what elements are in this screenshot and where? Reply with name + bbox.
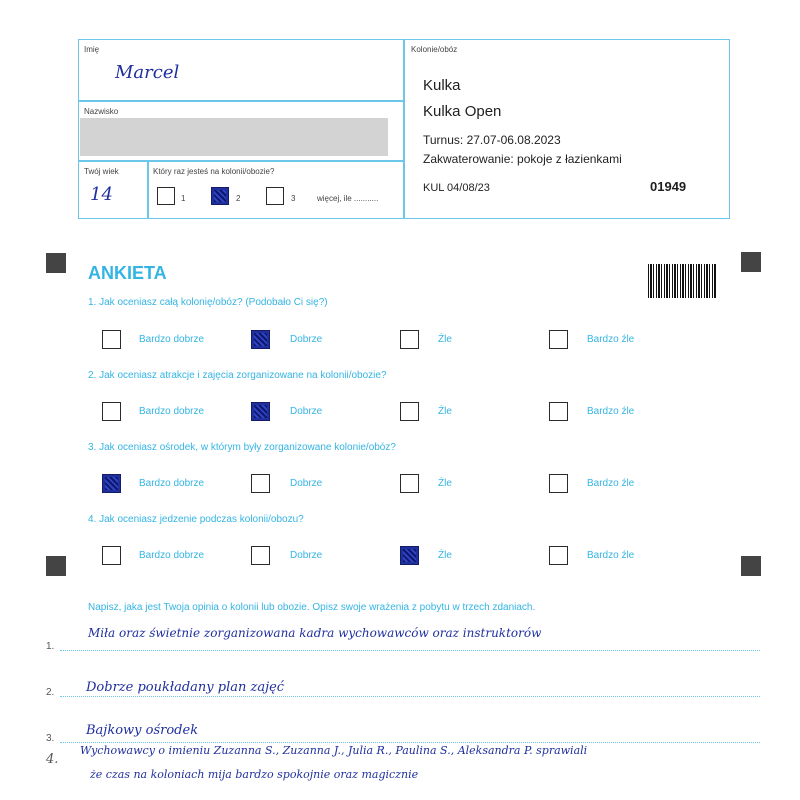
answer-4[interactable]: Wychowawcy o imieniu Zuzanna S., Zuzanna J., Julia R., Paulina S., Aleksandra P. sprawiali	[80, 744, 588, 757]
opinion-prompt: Napisz, jaka jest Twoja opinia o kolonii lub obozie. Opisz swoje wrażenia z pobytu w trzech zdaniach.	[88, 602, 536, 613]
q4-option-dobrze[interactable]	[251, 546, 270, 565]
q2-label-zle: Źle	[438, 406, 452, 417]
line-number-4: 4.	[46, 752, 59, 767]
answer-3[interactable]: Bajkowy ośrodek	[86, 723, 199, 738]
kolonie-label: Kolonie/obóz	[411, 45, 458, 54]
ktory-raz-option-2: 2	[236, 194, 241, 203]
ktory-raz-option-more: więcej, ile ...........	[317, 194, 379, 203]
writing-line	[60, 742, 760, 743]
q3-label-zle: Źle	[438, 478, 452, 489]
registration-marker	[46, 556, 66, 576]
question-3: 3. Jak oceniasz ośrodek, w którym były zorganizowane kolonie/obóz?	[88, 442, 396, 453]
imie-label: Imię	[84, 45, 100, 54]
q4-option-bardzo-zle[interactable]	[549, 546, 568, 565]
answer-2[interactable]: Dobrze poukładany plan zajęć	[86, 680, 285, 695]
age-divider	[147, 160, 149, 218]
q2-option-zle[interactable]	[400, 402, 419, 421]
q3-label-dobrze: Dobrze	[290, 478, 323, 489]
q1-label-dobrze: Dobrze	[290, 334, 323, 345]
q4-label-zle: Źle	[438, 550, 452, 561]
q4-label-dobrze: Dobrze	[290, 550, 323, 561]
line-number-2: 2.	[46, 687, 55, 698]
camp-code: KUL 04/08/23	[423, 182, 490, 194]
q3-option-bardzo-dobrze[interactable]	[102, 474, 121, 493]
q1-option-bardzo-zle[interactable]	[549, 330, 568, 349]
imie-value[interactable]: Marcel	[115, 62, 180, 83]
q2-option-bardzo-dobrze[interactable]	[102, 402, 121, 421]
wiek-label: Twój wiek	[84, 167, 119, 176]
answer-5[interactable]: że czas na koloniach mija bardzo spokojnie oraz magicznie	[90, 768, 419, 781]
q1-label-bardzo-zle: Bardzo źle	[587, 334, 635, 345]
q1-option-bardzo-dobrze[interactable]	[102, 330, 121, 349]
q4-label-bardzo-dobrze: Bardzo dobrze	[139, 550, 205, 561]
turnus: Turnus: 27.07-06.08.2023	[423, 133, 561, 147]
answer-1[interactable]: Miła oraz świetnie zorganizowana kadra wychowawców oraz instruktorów	[88, 626, 542, 640]
registration-marker	[46, 253, 66, 273]
writing-line	[60, 650, 760, 651]
question-2: 2. Jak oceniasz atrakcje i zajęcia zorganizowane na kolonii/obozie?	[88, 370, 387, 381]
survey-title: ANKIETA	[88, 263, 167, 283]
q4-option-bardzo-dobrze[interactable]	[102, 546, 121, 565]
nazwisko-redacted	[80, 118, 388, 156]
q3-label-bardzo-dobrze: Bardzo dobrze	[139, 478, 205, 489]
registration-marker	[741, 556, 761, 576]
wiek-value[interactable]: 14	[90, 184, 113, 205]
q2-option-dobrze[interactable]	[251, 402, 270, 421]
q4-option-zle[interactable]	[400, 546, 419, 565]
q1-label-bardzo-dobrze: Bardzo dobrze	[139, 334, 205, 345]
q4-label-bardzo-zle: Bardzo źle	[587, 550, 635, 561]
registration-marker	[741, 252, 761, 272]
q3-label-bardzo-zle: Bardzo źle	[587, 478, 635, 489]
header-column-divider	[403, 40, 405, 218]
ktory-raz-checkbox-1[interactable]	[157, 187, 175, 205]
q3-option-bardzo-zle[interactable]	[549, 474, 568, 493]
header-row-divider	[79, 160, 403, 162]
q1-label-zle: Źle	[438, 334, 452, 345]
q2-option-bardzo-zle[interactable]	[549, 402, 568, 421]
writing-line	[60, 696, 760, 697]
q1-option-zle[interactable]	[400, 330, 419, 349]
ktory-raz-checkbox-3[interactable]	[266, 187, 284, 205]
q2-label-bardzo-zle: Bardzo źle	[587, 406, 635, 417]
ktory-raz-option-1: 1	[181, 194, 186, 203]
question-4: 4. Jak oceniasz jedzenie podczas kolonii/obozu?	[88, 514, 304, 525]
q3-option-dobrze[interactable]	[251, 474, 270, 493]
line-number-3: 3.	[46, 733, 55, 744]
ktory-raz-label: Który raz jesteś na kolonii/obozie?	[153, 167, 275, 176]
q3-option-zle[interactable]	[400, 474, 419, 493]
barcode	[648, 264, 716, 298]
q2-label-bardzo-dobrze: Bardzo dobrze	[139, 406, 205, 417]
ktory-raz-option-3: 3	[291, 194, 296, 203]
line-number-1: 1.	[46, 641, 55, 652]
zakwaterowanie: Zakwaterowanie: pokoje z łazienkami	[423, 152, 622, 166]
q1-option-dobrze[interactable]	[251, 330, 270, 349]
form-number: 01949	[650, 179, 687, 194]
camp-name: Kulka	[423, 77, 461, 94]
ktory-raz-checkbox-2[interactable]	[211, 187, 229, 205]
question-1: 1. Jak oceniasz całą kolonię/obóz? (Podobało Ci się?)	[88, 297, 328, 308]
q2-label-dobrze: Dobrze	[290, 406, 323, 417]
nazwisko-label: Nazwisko	[84, 107, 119, 116]
header-row-divider	[79, 100, 403, 102]
camp-variant: Kulka Open	[423, 103, 502, 120]
